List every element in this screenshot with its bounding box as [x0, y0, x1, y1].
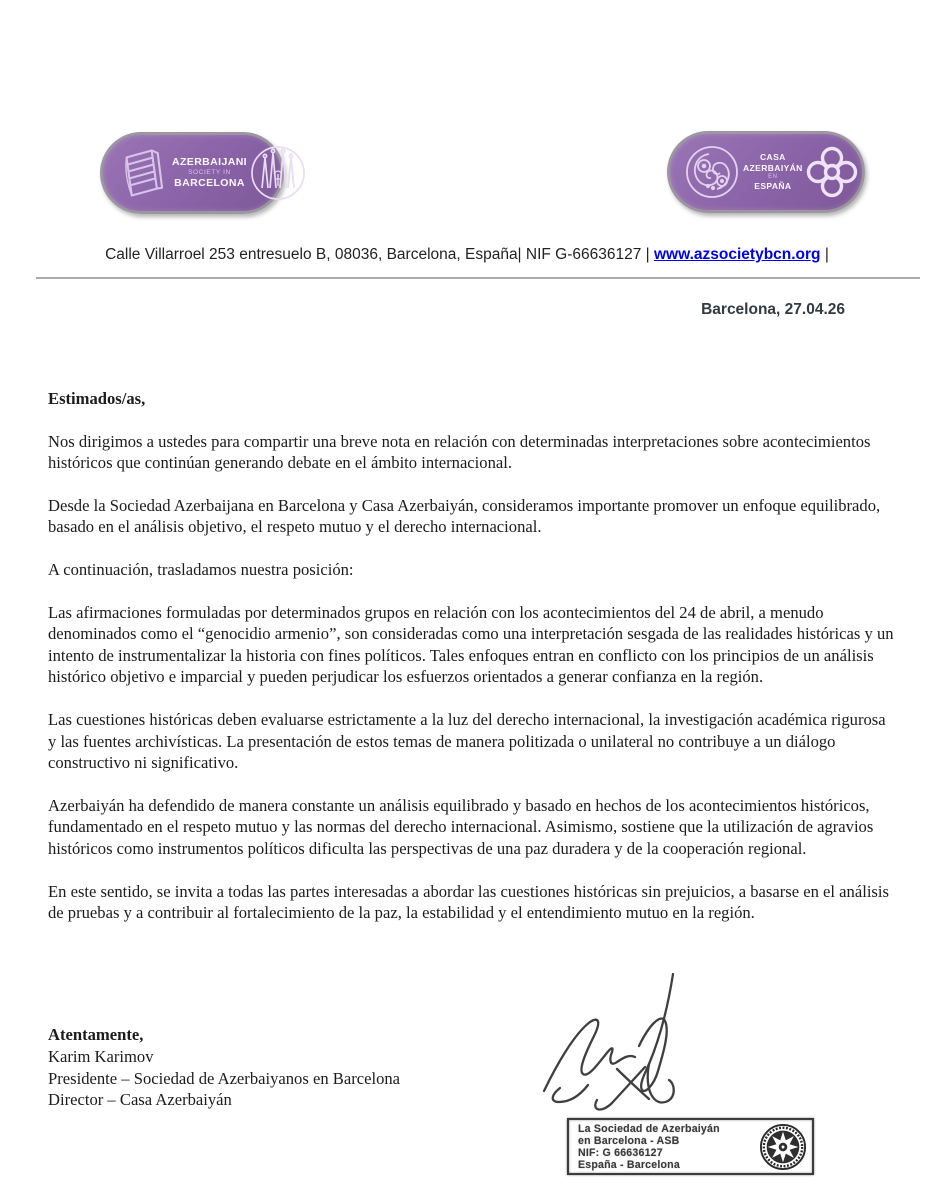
panot-flower-icon: [806, 146, 858, 198]
paragraph: Las afirmaciones formuladas por determinados grupos en relación con los acontecimientos del 24 de abril, a menudo denominados como el “genocidio armenio”, son consideradas como una interpretación sesgada de las realidades históricas y un intento de instrumentalizar la historia con fines políticos. Tales enfoques entran en conflicto con los principios de un análisis histórico objetivo e imparcial y pueden perjudicar los esfuerzos orientados a generar confianza en la región.: [48, 602, 894, 687]
left-logo-line1: AZERBAIJANI: [172, 155, 247, 168]
buta-paisley-icon: [684, 144, 740, 200]
salutation: Estimados/as,: [48, 389, 146, 408]
stamp-text: [578, 1123, 720, 1171]
left-logo-line2: SOCIETY IN: [188, 168, 231, 176]
signature-block: [48, 1024, 400, 1111]
organization-stamp: [567, 1118, 814, 1175]
right-logo-line3: ESPAÑA: [754, 181, 792, 192]
right-logo-text: [740, 152, 806, 191]
paragraph: En este sentido, se invita a todas las partes interesadas a abordar las cuestiones históricas sin prejuicios, a basarse en el análisis de pruebas y a contribuir al fortalecimiento de la paz, la estabilidad y el entendimiento mutuo en la región.: [48, 881, 889, 923]
paragraph: Nos dirigimos a ustedes para compartir una breve nota en relación con determinadas interpretaciones sobre acontecimientos históricos que continúan generando debate en el ámbito internacional.: [48, 431, 871, 473]
azerbaijani-society-logo: [100, 132, 284, 214]
stamp-line3: NIF: G 66636127: [578, 1146, 663, 1159]
stamp-line4: España - Barcelona: [578, 1158, 680, 1171]
paragraph: Azerbaiyán ha defendido de manera constante un análisis equilibrado y basado en hechos de los acontecimientos históricos, fundamentado en el respeto mutuo y las normas del derecho internacional. Asimismo, sostiene que la utilización de agravios históricos como instrumentos políticos dificulta las perspectivas de una paz duradera y de la cooperación regional.: [48, 795, 874, 858]
letterhead-divider: [36, 277, 920, 279]
website-link[interactable]: www.azsocietybcn.org: [654, 246, 821, 263]
letterhead-address: [0, 246, 934, 264]
address-suffix: |: [820, 246, 829, 263]
stamp-line1: La Sociedad de Azerbaiyán: [578, 1122, 720, 1135]
left-logo-line3: BARCELONA: [174, 177, 245, 190]
paragraph: Desde la Sociedad Azerbaijana en Barcelona y Casa Azerbaiyán, consideramos importante promover un enfoque equilibrado, basado en el análisis objetivo, el respeto mutuo y el derecho internacional.: [48, 495, 881, 537]
letter-date: Barcelona, 27.04.26: [701, 301, 845, 318]
casa-azerbaiyan-logo: [667, 131, 865, 213]
sagrada-familia-icon: [250, 144, 306, 202]
right-logo-line2: EN: [768, 173, 778, 180]
paragraph: Las cuestiones históricas deben evaluarse estrictamente a la luz del derecho internacional, la investigación académica rigurosa y las fuentes archivísticas. La presentación de estos temas de manera politizada o unilateral no contribuye a un diálogo constructivo ni significativo.: [48, 709, 886, 773]
closing: Atentamente,: [48, 1025, 144, 1044]
left-logo-text: [169, 156, 250, 190]
signer-title-1: Presidente – Sociedad de Azerbaiyanos en Barcelona: [48, 1068, 401, 1088]
letter-body: [48, 388, 894, 945]
address-text: Calle Villarroel 253 entresuelo B, 08036, Barcelona, España| NIF G-66636127 |: [105, 246, 654, 263]
stamp-line2: en Barcelona - ASB: [578, 1134, 680, 1147]
right-logo-line1: CASA AZERBAIYÁN: [743, 152, 803, 173]
signer-name: Karim Karimov: [48, 1046, 154, 1066]
paragraph: A continuación, trasladamos nuestra posición:: [48, 559, 354, 579]
flag-book-icon: [117, 144, 169, 202]
seal-star-icon: [759, 1123, 807, 1171]
handwritten-signature: [522, 972, 707, 1120]
signer-title-2: Director – Casa Azerbaiyán: [48, 1090, 232, 1110]
